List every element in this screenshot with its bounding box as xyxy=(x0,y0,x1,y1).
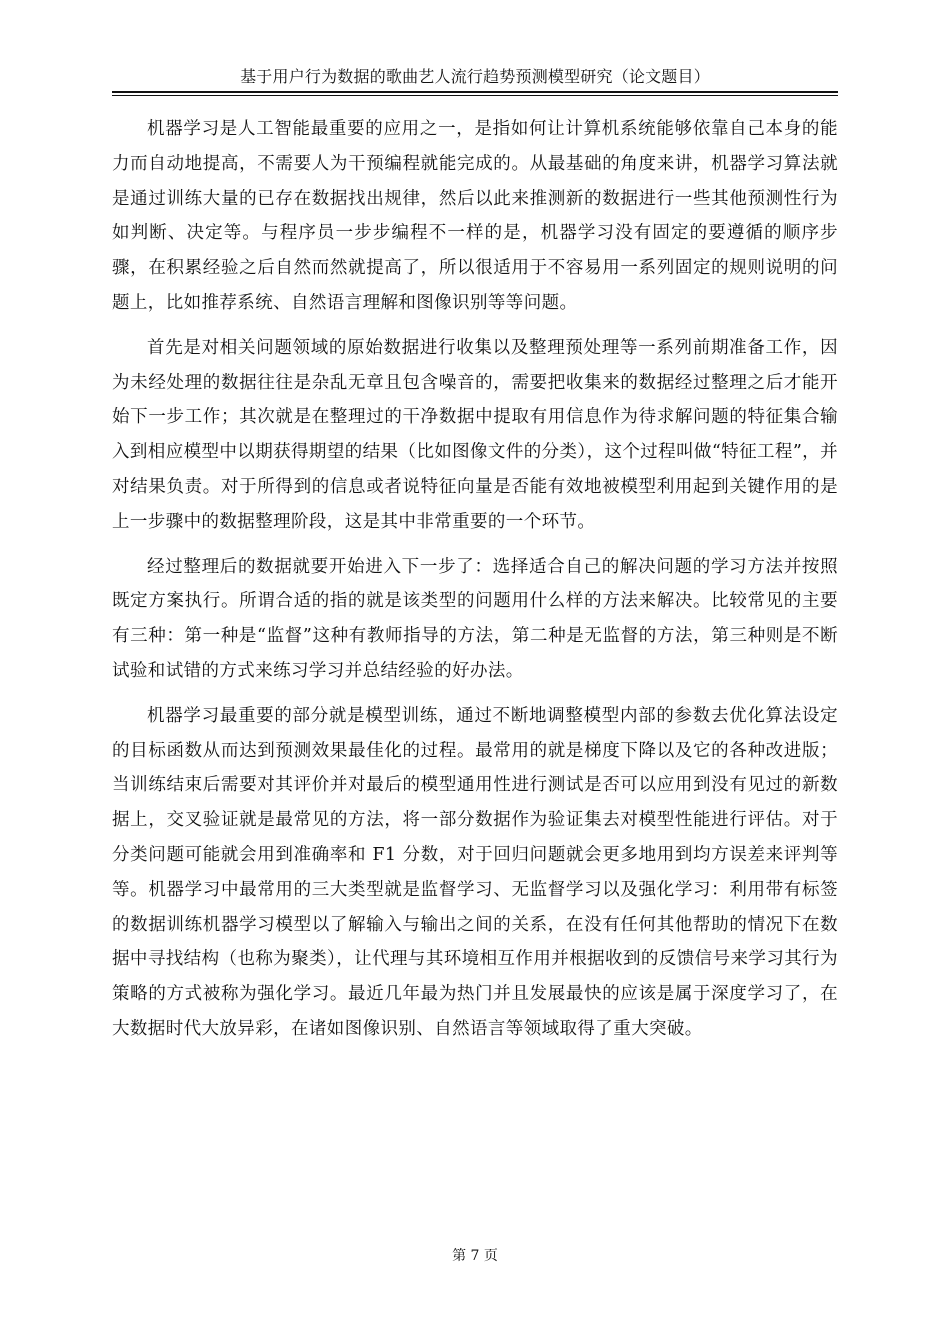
document-body xyxy=(112,112,838,1057)
page-number: 第 7 页 xyxy=(452,1248,498,1264)
header-divider-thin xyxy=(112,95,838,96)
header-divider xyxy=(112,91,838,93)
paragraph: 首先是对相关问题领域的原始数据进行收集以及整理预处理等一系列前期准备工作，因为未经处理的数据往往是杂乱无章且包含噪音的，需要把收集来的数据经过整理之后才能开始下一步工作；其次就是在整理过的干净数据中提取有用信息作为待求解问题的特征集合输入到相应模型中以期获得期望的结果（比如图像文件的分类），这个过程叫做“特征工程”，并对结果负责。对于所得到的信息或者说特征向量是否能有效地被模型利用起到关键作用的是上一步骤中的数据整理阶段，这是其中非常重要的一个环节。 xyxy=(112,337,838,532)
page-header-title: 基于用户行为数据的歌曲艺人流行趋势预测模型研究（论文题目） xyxy=(240,67,710,86)
paragraph: 经过整理后的数据就要开始进入下一步了：选择适合自己的解决问题的学习方法并按照既定方案执行。所谓合适的指的就是该类型的问题用什么样的方法来解决。比较常见的主要有三种：第一种是“监督”这种有教师指导的方法，第二种是无监督的方法，第三种则是不断试验和试错的方式来练习学习并总结经验的好办法。 xyxy=(112,556,838,681)
paragraph: 机器学习最重要的部分就是模型训练，通过不断地调整模型内部的参数去优化算法设定的目标函数从而达到预测效果最佳化的过程。最常用的就是梯度下降以及它的各种改进版；当训练结束后需要对其评价并对最后的模型通用性进行测试是否可以应用到没有见过的新数据上，交叉验证就是最常见的方法，将一部分数据作为验证集去对模型性能进行评估。对于分类问题可能就会用到准确率和 F1 分数，对于回归问题就会更多地用到均方误差来评判等等。机器学习中最常用的三大类型就是监督学习、无监督学习以及强化学习：利用带有标签的数据训练机器学习模型以了解输入与输出之间的关系，在没有任何其他帮助的情况下在数据中寻找结构（也称为聚类），让代理与其环境相互作用并根据收到的反馈信号来学习其行为策略的方式被称为强化学习。最近几年最为热门并且发展最快的应该是属于深度学习了，在大数据时代大放异彩，在诸如图像识别、自然语言等领域取得了重大突破。 xyxy=(112,705,838,1039)
paragraph: 机器学习是人工智能最重要的应用之一，是指如何让计算机系统能够依靠自己本身的能力而自动地提高，不需要人为干预编程就能完成的。从最基础的角度来讲，机器学习算法就是通过训练大量的已存在数据找出规律，然后以此来推测新的数据进行一些其他预测性行为如判断、决定等。与程序员一步步编程不一样的是，机器学习没有固定的要遵循的顺序步骤，在积累经验之后自然而然就提高了，所以很适用于不容易用一系列固定的规则说明的问题上，比如推荐系统、自然语言理解和图像识别等等问题。 xyxy=(112,119,838,313)
